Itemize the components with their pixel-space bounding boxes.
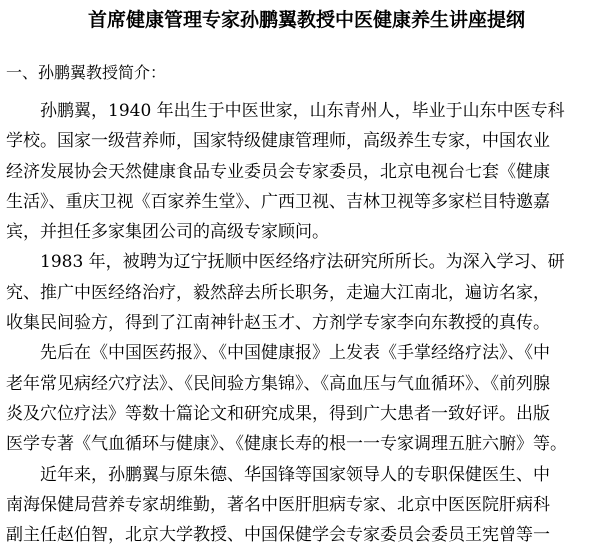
text-line: 收集民间验方，得到了江南神针赵玉才、方剂学专家李向东教授的真传。 <box>6 313 550 334</box>
body-text <box>6 96 606 550</box>
text-line: 经济发展协会天然健康食品专业委员会专家委员，北京电视台七套《健康 <box>6 161 550 182</box>
text-line: 副主任赵伯智，北京大学教授、中国保健学会专家委员会委员王宪曾等一 <box>6 525 550 546</box>
document-title: 首席健康管理专家孙鹏翼教授中医健康养生讲座提纲 <box>87 9 525 31</box>
text-line: 老年常见病经穴疗法》、《民间验方集锦》、《高血压与气血循环》、《前列腺 <box>6 373 550 394</box>
text-line: 医学专著《气血循环与健康》、《健康长寿的根一一专家调理五脏六腑》等。 <box>6 434 567 455</box>
text-line: 炎及穴位疗法》等数十篇论文和研究成果，得到广大患者一致好评。出版 <box>6 403 550 424</box>
text-line: 近年来，孙鹏翼与原朱德、华国锋等国家领导人的专职保健医生、中 <box>6 464 550 485</box>
section-heading: 一、孙鹏翼教授简介： <box>6 63 167 82</box>
text-line: 先后在《中国医药报》、《中国健康报》上发表《手掌经络疗法》、《中 <box>6 343 550 364</box>
text-line: 学校。国家一级营养师，国家特级健康管理师，高级养生专家，中国农业 <box>6 131 550 152</box>
text-line: 宾，并担任多家集团公司的高级专家顾问。 <box>6 222 329 243</box>
text-line: 南海保健局营养专家胡维勤，著名中医肝胆病专家、北京中医医院肝病科 <box>6 494 550 515</box>
text-line: 1983 年，被聘为辽宁抚顺中医经络疗法研究所所长。为深入学习、研 <box>6 252 565 273</box>
text-line: 生活》、重庆卫视《百家养生堂》、广西卫视、吉林卫视等多家栏目特邀嘉 <box>6 191 550 212</box>
text-line: 孙鹏翼，1940 年出生于中医世家，山东青州人，毕业于山东中医专科 <box>6 101 565 121</box>
text-line: 究、推广中医经络治疗，毅然辞去所长职务，走遍大江南北，遍访名家， <box>6 282 550 303</box>
